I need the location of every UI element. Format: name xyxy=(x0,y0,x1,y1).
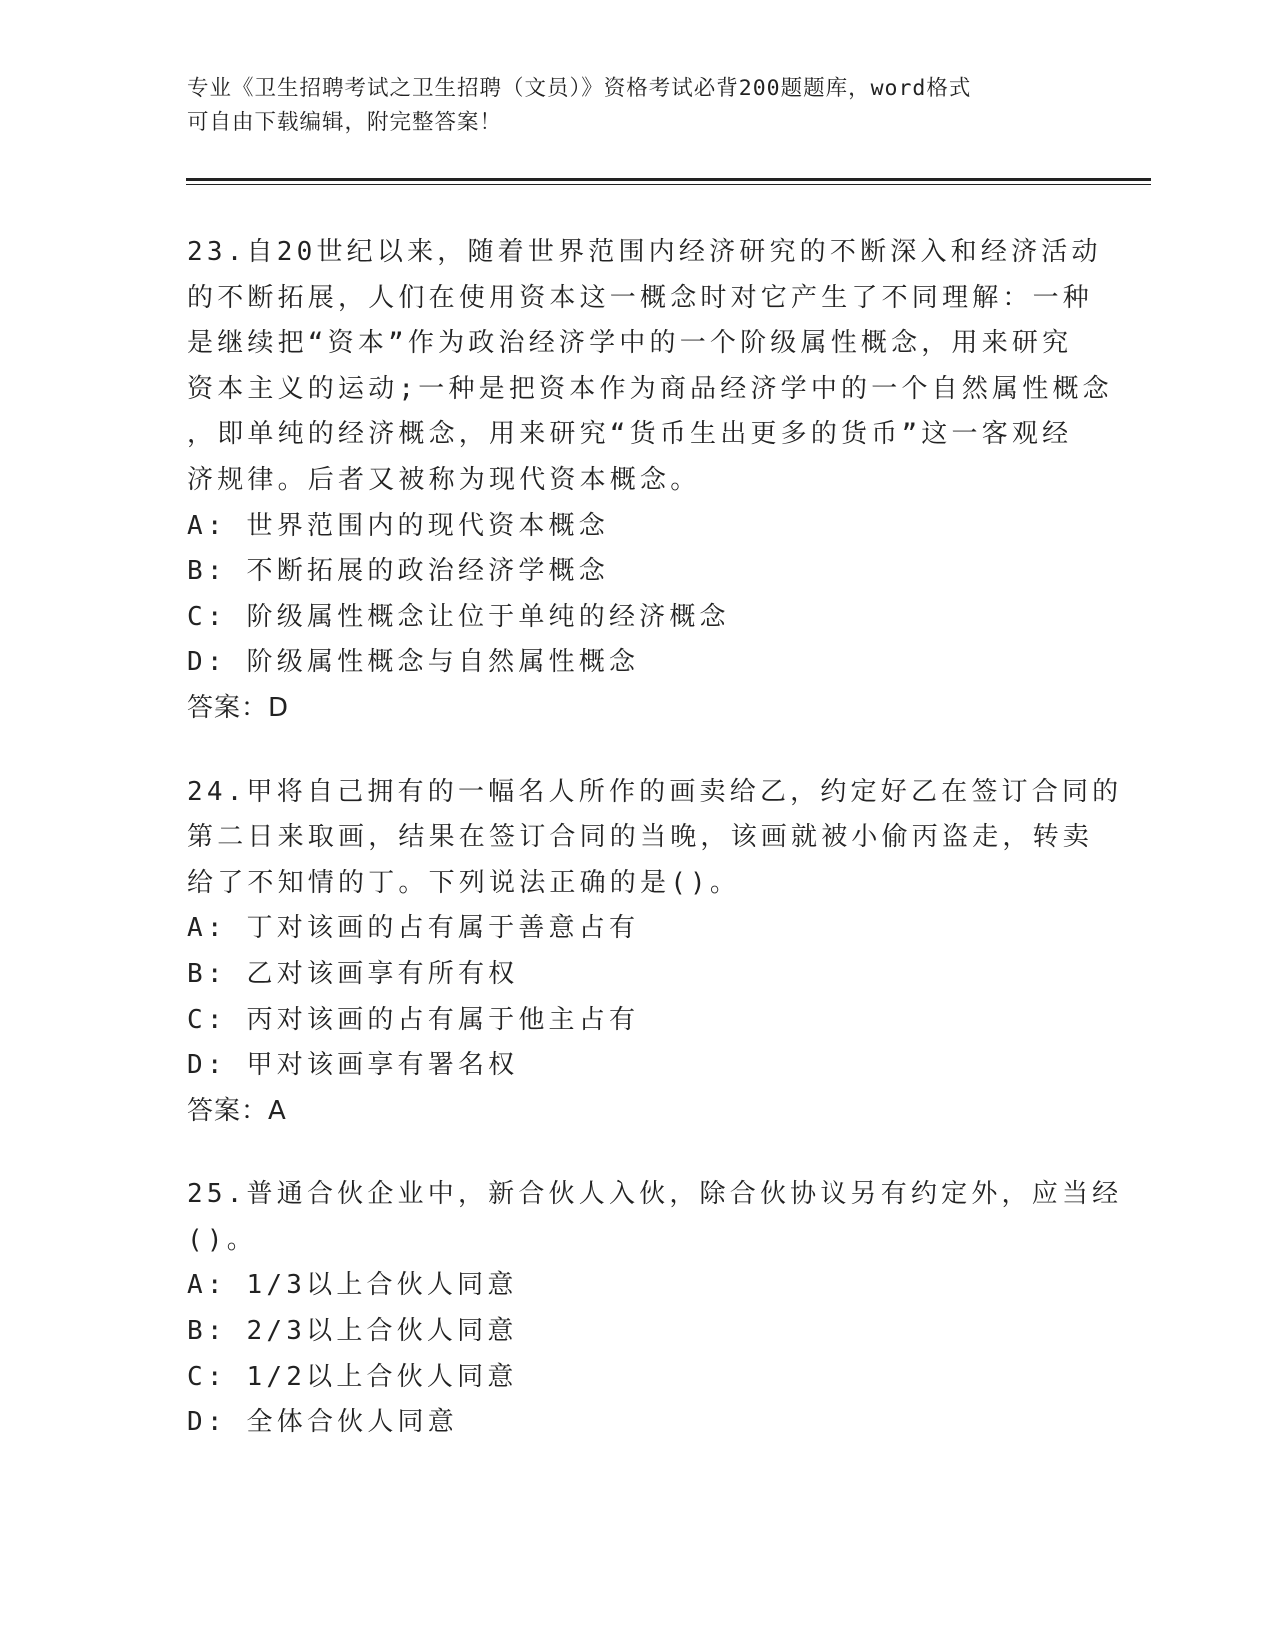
question-stem-line: ，即单纯的经济概念，用来研究“货币生出更多的货币”这一客观经 xyxy=(187,419,1073,450)
answer-label: 答案：D xyxy=(187,692,290,723)
question-25 xyxy=(187,1172,1123,1446)
question-stem-line: 给了不知情的丁。下列说法正确的是()。 xyxy=(187,867,741,898)
question-stem-line: 23.自20世纪以来，随着世界范围内经济研究的不断深入和经济活动 xyxy=(187,237,1102,267)
option-a: A: 1/3以上合伙人同意 xyxy=(187,1270,518,1301)
question-stem-line: 济规律。后者又被称为现代资本概念。 xyxy=(187,464,701,495)
question-stem-line: 25.普通合伙企业中，新合伙人入伙，除合伙协议另有约定外，应当经 xyxy=(187,1179,1123,1210)
option-b: B: 乙对该画享有所有权 xyxy=(187,958,519,989)
answer-label: 答案：A xyxy=(187,1095,287,1126)
option-b: B: 不断拓展的政治经济学概念 xyxy=(187,556,609,587)
option-a: A: 世界范围内的现代资本概念 xyxy=(187,510,609,541)
question-23 xyxy=(187,230,1113,732)
question-stem-line: 24.甲将自己拥有的一幅名人所作的画卖给乙，约定好乙在签订合同的 xyxy=(187,776,1123,807)
question-stem-line: 资本主义的运动;一种是把资本作为商品经济学中的一个自然属性概念 xyxy=(187,373,1113,404)
question-stem-line: 是继续把“资本”作为政治经济学中的一个阶级属性概念，用来研究 xyxy=(187,328,1073,359)
option-b: B: 2/3以上合伙人同意 xyxy=(187,1316,518,1347)
question-24 xyxy=(187,770,1123,1135)
option-d: D: 甲对该画享有署名权 xyxy=(187,1050,519,1081)
option-c: C: 1/2以上合伙人同意 xyxy=(187,1361,518,1392)
header-rule-thick xyxy=(186,178,1151,181)
option-c: C: 阶级属性概念让位于单纯的经济概念 xyxy=(187,601,730,632)
option-a: A: 丁对该画的占有属于善意占有 xyxy=(187,913,640,944)
header-line-1: 专业《卫生招聘考试之卫生招聘（文员）》资格考试必背200题题库，word格式 xyxy=(187,76,972,101)
question-list xyxy=(187,230,1123,1484)
document-header xyxy=(187,72,1067,140)
header-rule-thin xyxy=(186,184,1151,185)
header-line-2: 可自由下载编辑，附完整答案！ xyxy=(187,110,503,135)
option-d: D: 阶级属性概念与自然属性概念 xyxy=(187,647,640,678)
question-stem-line: ()。 xyxy=(187,1224,257,1255)
option-d: D: 全体合伙人同意 xyxy=(187,1407,458,1438)
question-stem-line: 第二日来取画，结果在签订合同的当晚，该画就被小偷丙盗走，转卖 xyxy=(187,822,1094,853)
option-c: C: 丙对该画的占有属于他主占有 xyxy=(187,1004,640,1035)
question-stem-line: 的不断拓展，人们在使用资本这一概念时对它产生了不同理解：一种 xyxy=(187,282,1094,313)
